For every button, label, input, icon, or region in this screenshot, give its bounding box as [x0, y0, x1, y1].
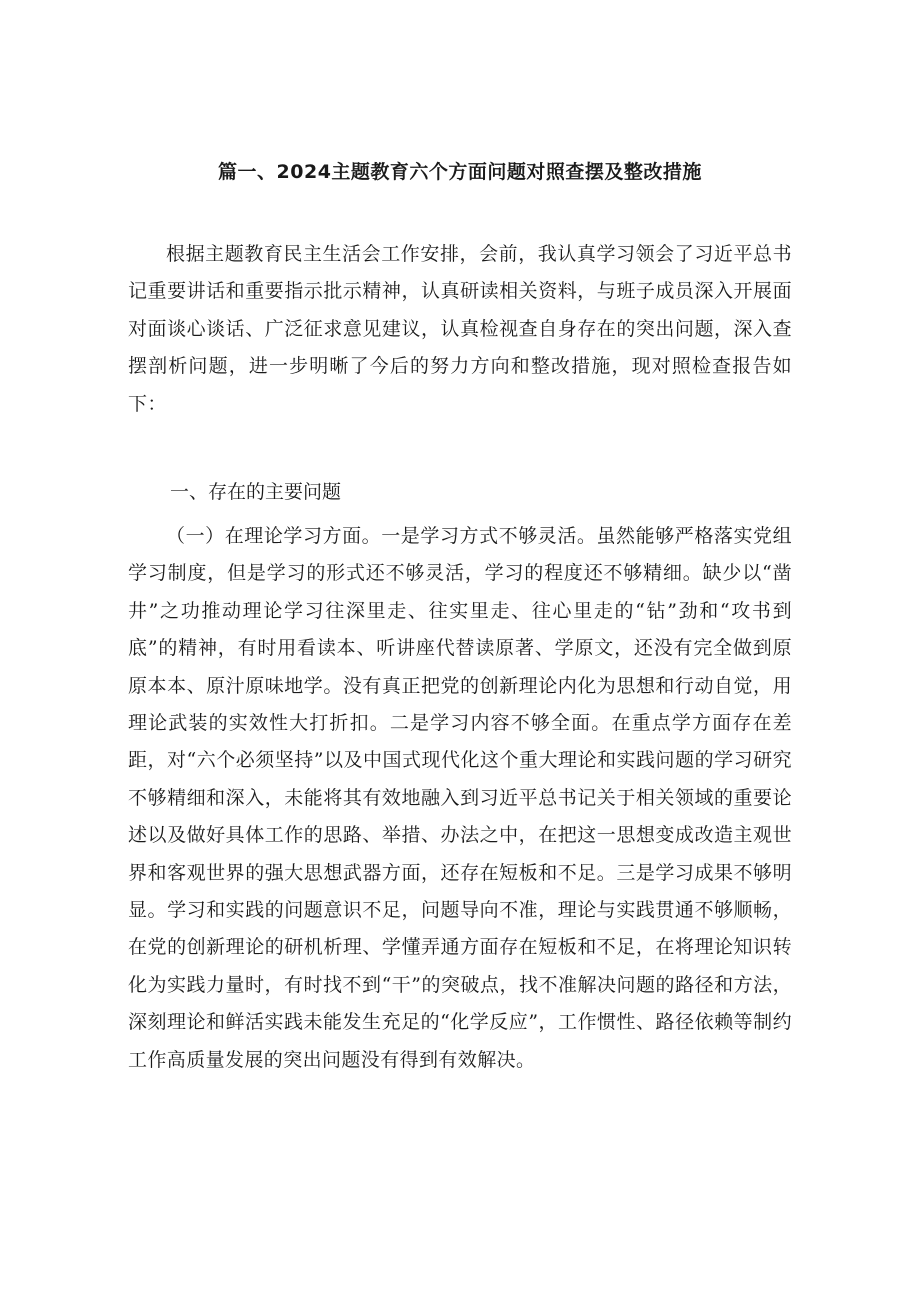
section-heading: 一、存在的主要问题	[170, 481, 342, 503]
document-title: 篇一、2024主题教育六个方面问题对照查摆及整改措施	[218, 161, 702, 183]
theory-study-paragraph: （一）在理论学习方面。一是学习方式不够灵活。虽然能够严格落实党组学习制度，但是学习的形式还不够灵活，学习的程度还不够精细。缺少以“凿井”之功推动理论学习往深里走、往实里走、往心里走的“钻”劲和“攻书到底”的精神，有时用看读本、听讲座代替读原著、学原文，还没有完全做到原原本本、原汁原味地学。没有真正把党的创新理论内化为思想和行动自觉，用理论武装的实效性大打折扣。二是学习内容不够全面。在重点学方面存在差距，对“六个必须坚持”以及中国式现代化这个重大理论和实践问题的学习研究不够精细和深入，未能将其有效地融入到习近平总书记关于相关领域的重要论述以及做好具体工作的思路、举措、办法之中，在把这一思想变成改造主观世界和客观世界的强大思想武器方面，还存在短板和不足。三是学习成果不够明显。学习和实践的问题意识不足，问题导向不准，理论与实践贯通不够顺畅，在党的创新理论的研机析理、学懂弄通方面存在短板和不足，在将理论知识转化为实践力量时，有时找不到“干”的突破点，找不准解决问题的路径和方法，深刻理论和鲜活实践未能发生充足的“化学反应”，工作惯性、路径依赖等制约工作高质量发展的突出问题没有得到有效解决。	[128, 525, 792, 1071]
intro-paragraph: 根据主题教育民主生活会工作安排，会前，我认真学习领会了习近平总书记重要讲话和重要指示批示精神，认真研读相关资料，与班子成员深入开展面对面谈心谈话、广泛征求意见建议，认真检视查自身存在的突出问题，深入查摆剖析问题，进一步明晰了今后的努力方向和整改措施，现对照检查报告如下：	[128, 243, 792, 415]
